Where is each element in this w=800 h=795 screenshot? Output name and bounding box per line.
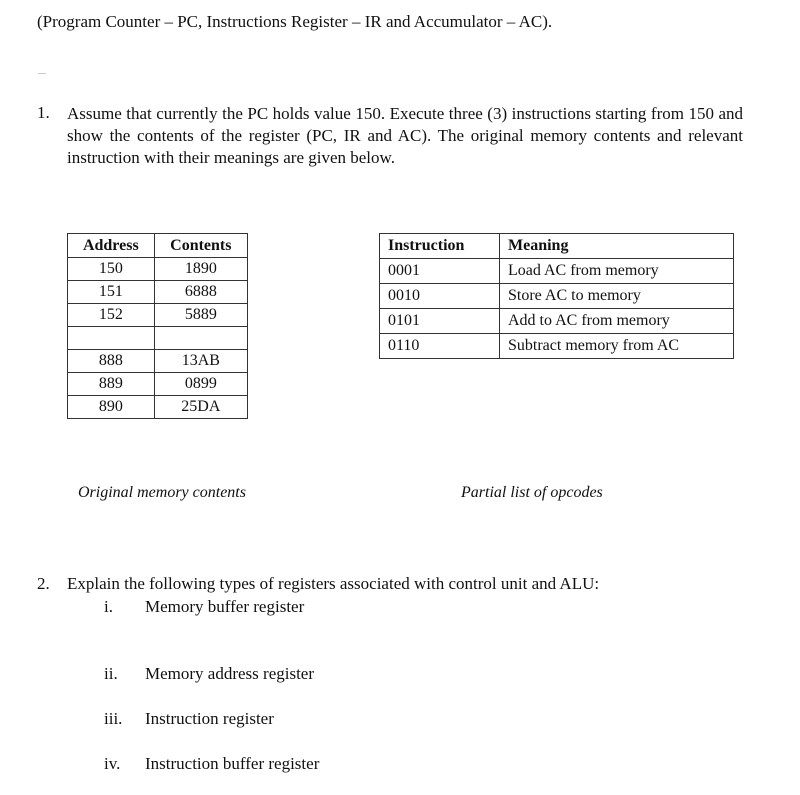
q2-item-text: Memory buffer register: [145, 597, 305, 616]
table-row: [68, 327, 248, 350]
table-row: [380, 309, 734, 334]
address-cell: 150: [68, 258, 155, 281]
address-cell: 889: [68, 373, 155, 396]
q2-item-number: iv.: [104, 754, 121, 773]
table-row: [68, 373, 248, 396]
opcode-table-caption: Partial list of opcodes: [461, 484, 603, 501]
q2-number: 2.: [37, 574, 50, 593]
contents-cell: 5889: [154, 304, 247, 327]
contents-cell: [154, 327, 247, 350]
q1-text: Assume that currently the PC holds value 150. Execute three (3) instructions starting from 150 and show the contents of the register (PC, IR and AC). The original memory contents and relevant instruction with their meanings are given below.: [67, 104, 743, 167]
header-contents: Contents: [154, 234, 247, 258]
memory-table: [67, 233, 248, 419]
opcode-cell: 0001: [380, 259, 500, 284]
opcode-cell: 0010: [380, 284, 500, 309]
memory-table-caption: Original memory contents: [78, 484, 246, 501]
q2-item-text: Instruction buffer register: [145, 754, 320, 773]
opcode-cell: 0110: [380, 334, 500, 359]
header-meaning: Meaning: [500, 234, 734, 259]
q2-item-text: Memory address register: [145, 664, 315, 683]
address-cell: 890: [68, 396, 155, 419]
stray-mark: [38, 73, 46, 74]
intro-text: (Program Counter – PC, Instructions Register – IR and Accumulator – AC).: [37, 12, 553, 31]
opcode-table: [379, 233, 734, 359]
meaning-cell: Store AC to memory: [500, 284, 734, 309]
address-cell: 888: [68, 350, 155, 373]
header-address: Address: [68, 234, 155, 258]
table-header-row: [68, 234, 248, 258]
meaning-cell: Add to AC from memory: [500, 309, 734, 334]
q2-item-number: ii.: [104, 664, 118, 683]
table-row: [68, 304, 248, 327]
contents-cell: 6888: [154, 281, 247, 304]
table-row: [68, 281, 248, 304]
table-row: [380, 284, 734, 309]
meaning-cell: Subtract memory from AC: [500, 334, 734, 359]
opcode-cell: 0101: [380, 309, 500, 334]
table-row: [68, 396, 248, 419]
contents-cell: 13AB: [154, 350, 247, 373]
table-header-row: [380, 234, 734, 259]
address-cell: 152: [68, 304, 155, 327]
address-cell: 151: [68, 281, 155, 304]
q2-item-text: Instruction register: [145, 709, 274, 728]
contents-cell: 0899: [154, 373, 247, 396]
header-instruction: Instruction: [380, 234, 500, 259]
address-cell: [68, 327, 155, 350]
table-row: [68, 350, 248, 373]
table-row: [380, 259, 734, 284]
table-row: [380, 334, 734, 359]
contents-cell: 25DA: [154, 396, 247, 419]
q2-item-number: iii.: [104, 709, 123, 728]
q2-text: Explain the following types of registers associated with control unit and ALU:: [67, 574, 600, 593]
table-row: [68, 258, 248, 281]
meaning-cell: Load AC from memory: [500, 259, 734, 284]
q1-number: 1.: [37, 103, 50, 122]
q2-item-number: i.: [104, 597, 113, 616]
contents-cell: 1890: [154, 258, 247, 281]
